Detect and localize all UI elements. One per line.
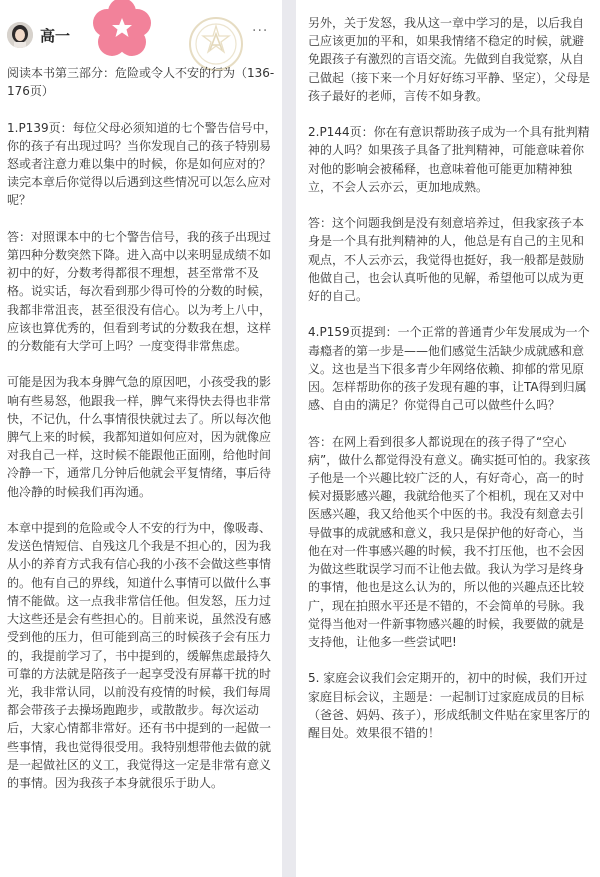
left-post-panel	[0, 0, 282, 877]
flower-sticker-icon	[80, 0, 164, 70]
right-post-body: 另外，关于发怒，我从这一章中学习的是，以后我自己应该更加的平和，如果我情绪不稳定的时候，就避免跟孩子有激烈的言语交流。先做到自我觉察，从自己做起（接下来一个月好好练习平静、坚定），父母是孩子最好的老师，言传不如身教。 2.P144页：你在有意识帮助孩子成为一个具有批判精神的人吗？如果孩子具备了批判精神，可能意味着你对他的影响会被稀释，也意味着他可能更加精神独立，不会人云亦云，更加地成熟。 答：这个问题我倒是没有刻意培养过，但我家孩子本身是一个具有批判精神的人，他总是有自己的主见和观点，不人云亦云，我觉得也挺好，我一般都是鼓励他做自己，也会认真听他的见解，希望他可以成为更好的自己。 4.P159页提到：一个正常的普通青少年发展成为一个毒瘾者的第一步是——他们感觉生活缺少成就感和意义。这也是当下很多青少年网络依赖、抑郁的常见原因。怎样帮助你的孩子发现有趣的事，让TA得到归属感、自由的满足？你觉得自己可以做些什么吗？ 答：在网上看到很多人都说现在的孩子得了“空心病”，做什么都觉得没有意义。确实挺可怕的。我家孩子他是一个兴趣比较广泛的人，有好奇心，高一的时候对摄影感兴趣，我就给他买了个相机，现在又对中医感兴趣，我又给他买个中医的书。我没有刻意去引导做事的成就感和意义，我只是保护他的好奇心，当他在对一件事感兴趣的时候，我不打压他，也不会因为做这些耽误学习而不让他去做。我认为学习是终身的事情，他也是这么认为的，所以他的兴趣点还比较广，现在拍照水平还是不错的，不会简单的号脉。我觉得当他对一件新事物感兴趣的时候，我要做的就是支持他，让他多一些尝试吧! 5. 家庭会议我们会定期开的，初中的时候，我们开过家庭目标会议，主题是：一起制订过家庭成员的目标（爸爸、妈妈、孩子），形成纸制文件贴在家里客厅的醒目处。效果很不错的！	[308, 16, 591, 740]
avatar-icon	[7, 22, 33, 48]
username[interactable]: 高一	[40, 27, 71, 45]
left-post-body: 阅读本书第三部分：危险或令人不安的行为（136-176页） 1.P139页：每位父母必须知道的七个警告信号中，你的孩子有出现过吗？当你发现自己的孩子特别易怒或者注意力难以集中的时候，你是如何应对的？读完本章后你觉得以后遇到这些情况可以怎么应对呢？ 答：对照课本中的七个警告信号，我的孩子出现过第四种分数突然下降。进入高中以来明显成绩不如初中的好，分数考得都很不理想，甚至常常不及格。说实话，每次看到那少得可怜的分数的时候，我都非常沮丧，甚至很没有信心。以为考上八中，应该也算优秀的，但看到考试的分数我在想，这样的分数能有大学可上吗？一度变得非常焦虑。 可能是因为我本身脾气急的原因吧，小孩受我的影响有些易怒，他跟我一样，脾气来得快去得也非常快，不记仇，什么事情很快就过去了。所以每次他脾气上来的时候，我都知道如何应对，因为就像应对我自己一样，这时候不能跟他正面刚，给他时间冷静一下，通常几分钟后他就会平复情绪，事后待他冷静的时候我们再沟通。 本章中提到的危险或令人不安的行为中，像吸毒、发送色情短信、自残这几个我是不担心的，因为我从小的养育方式我有信心我的小孩不会做这些事情的。他有自己的界线，知道什么事情可以做什么事情不能做。这一点我非常信任他。但发怒，压力过大这些还是会有些担心的。目前来说，虽然没有感受到他的压力，但可能到高三的时候孩子会有压力的，我提前学习了，书中提到的，缓解焦虑最持久可靠的方法就是陪孩子一起享受没有屏幕干扰的时光，我非常认同，以前没有疫情的时候，我们每周都会带孩子去操场跑跑步，或散散步。每次运动后，大家心情都非常好。还有书中提到的一起做一些事情，我也觉得很受用。我特别想带他去做的就是一起做社区的义工，我觉得这一定是非常有意义的事情。因为我孩子本身就很乐于助人。	[7, 66, 277, 790]
more-options-icon[interactable]: ···	[252, 23, 269, 39]
avatar[interactable]	[7, 22, 33, 48]
